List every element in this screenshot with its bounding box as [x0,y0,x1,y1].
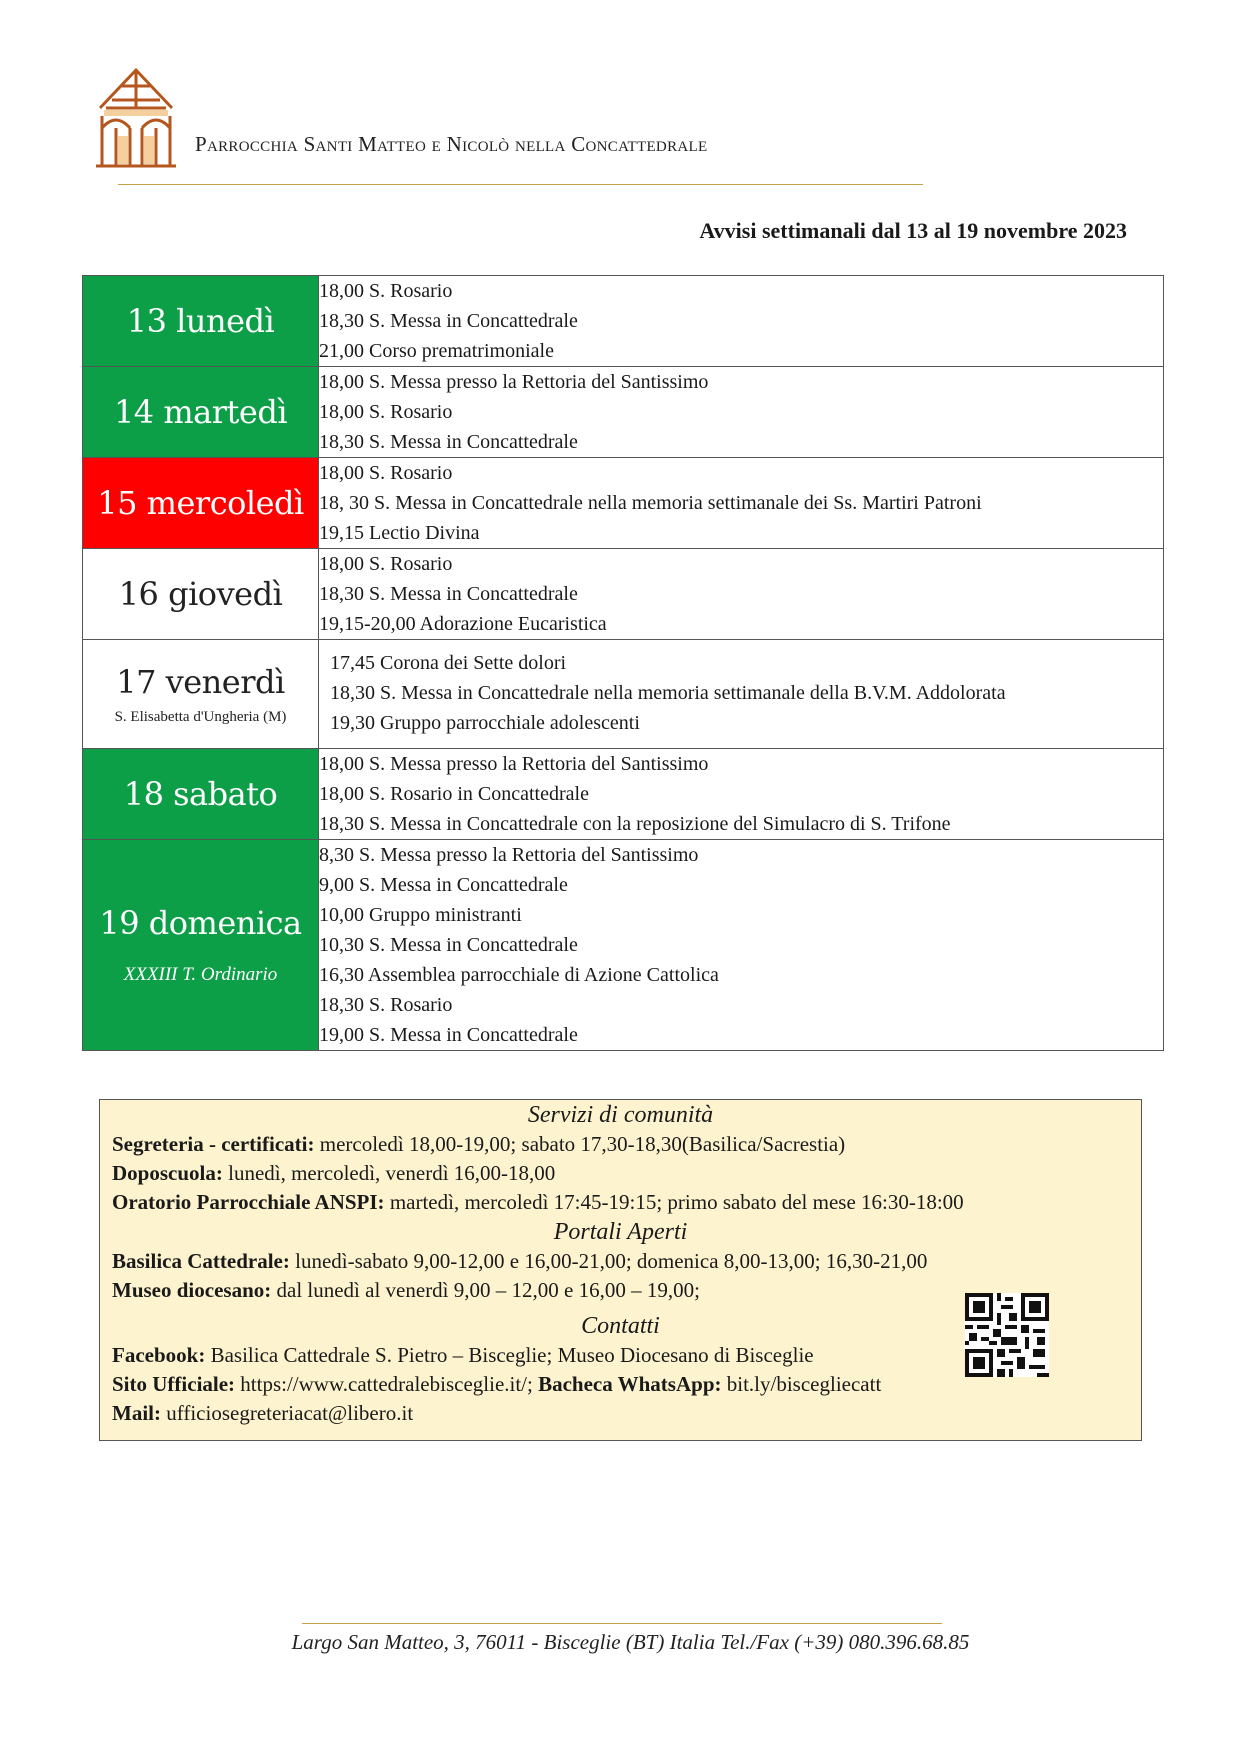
schedule-row [83,840,1164,1051]
schedule-row [83,640,1164,749]
event-item: 18,00 S. Rosario [319,553,453,575]
day-cell [83,749,319,840]
event-item: 19,15 Lectio Divina [319,522,480,544]
event-item: 17,45 Corona dei Sette dolori [330,652,567,674]
schedule-row [83,367,1164,458]
basilica-line: Basilica Cattedrale: lunedì-sabato 9,00-12,00 e 16,00-21,00; domenica 8,00-13,00; 16,30-21,00 [112,1249,928,1273]
event-item: 18,00 S. Rosario in Concattedrale [319,783,589,805]
day-label: 16 giovedì [118,575,283,613]
day-label: 15 mercoledì [97,484,304,522]
segreteria-line: Segreteria - certificati: mercoledì 18,00-19,00; sabato 17,30-18,30(Basilica/Sacrestia) [112,1132,846,1156]
events-cell [319,276,1164,367]
day-label: 17 venerdì [116,662,285,701]
day-label: 19 domenica [99,904,302,942]
header-divider [118,184,923,185]
events-cell [319,458,1164,549]
day-note: S. Elisabetta d'Ungheria (M) [114,708,287,725]
event-item: 18,30 S. Messa in Concattedrale [319,583,578,605]
doposcuola-line: Doposcuola: lunedì, mercoledì, venerdì 16,00-18,00 [112,1161,556,1185]
events-cell [319,749,1164,840]
footer-divider [302,1623,942,1624]
events-cell [319,840,1164,1051]
whatsapp-link[interactable]: bit.ly/biscegliecatt [721,1372,882,1396]
day-cell [83,549,319,640]
museo-line: Museo diocesano: dal lunedì al venerdì 9,00 – 12,00 e 16,00 – 19,00; [112,1278,700,1302]
day-cell [83,276,319,367]
day-cell [83,458,319,549]
event-item: 18,30 S. Messa in Concattedrale [319,431,578,453]
day-cell [83,640,319,749]
qr-code-icon[interactable] [965,1293,1049,1377]
sito-link[interactable]: https://www.cattedralebisceglie.it/; [235,1372,539,1396]
event-item: 19,15-20,00 Adorazione Eucaristica [319,613,607,635]
event-item: 18,00 S. Messa presso la Rettoria del Santissimo [319,753,709,775]
schedule-row [83,276,1164,367]
events-cell [319,549,1164,640]
schedule-row [83,549,1164,640]
schedule-table [82,275,1164,1051]
event-item: 18,00 S. Rosario [319,462,453,484]
event-item: 19,30 Gruppo parrocchiale adolescenti [330,712,640,734]
footer-address: Largo San Matteo, 3, 76011 - Bisceglie (BT) Italia Tel./Fax (+39) 080.396.68.85 [291,1630,970,1654]
sito-line: Sito Ufficiale: https://www.cattedralebisceglie.it/; Bacheca WhatsApp: bit.ly/biscegliecatt [112,1372,882,1396]
contatti-heading: Contatti [581,1313,660,1339]
day-note: XXXIII T. Ordinario [123,964,278,985]
portali-heading: Portali Aperti [553,1219,688,1245]
day-cell [83,367,319,458]
page-title: Avvisi settimanali dal 13 al 19 novembre 2023 [699,218,1127,243]
parish-name: Parrocchia Santi Matteo e Nicolò nella Concattedrale [195,132,708,156]
event-item: 18,30 S. Messa in Concattedrale nella memoria settimanale della B.V.M. Addolorata [330,682,1006,704]
events-cell [319,367,1164,458]
event-item: 19,00 S. Messa in Concattedrale [319,1024,578,1046]
event-item: 10,30 S. Messa in Concattedrale [319,934,578,956]
event-item: 18,30 S. Messa in Concattedrale [319,310,578,332]
event-item: 18,00 S. Rosario [319,401,453,423]
event-item: 18,30 S. Messa in Concattedrale con la reposizione del Simulacro di S. Trifone [319,813,951,835]
day-label: 14 martedì [113,393,288,431]
mail-link[interactable]: ufficiosegreteriacat@libero.it [160,1401,414,1425]
event-item: 8,30 S. Messa presso la Rettoria del Santissimo [319,844,699,866]
schedule-row [83,458,1164,549]
servizi-heading: Servizi di comunità [527,1102,714,1128]
event-item: 10,00 Gruppo ministranti [319,904,522,926]
day-label: 18 sabato [123,775,278,813]
day-label: 13 lunedì [126,302,275,340]
info-box [99,1099,1142,1441]
day-cell [83,840,319,1051]
event-item: 21,00 Corso prematrimoniale [319,340,554,362]
event-item: 18, 30 S. Messa in Concattedrale nella memoria settimanale dei Ss. Martiri Patroni [319,492,982,514]
mail-line: Mail: ufficiosegreteriacat@libero.it [112,1401,414,1425]
event-item: 18,00 S. Rosario [319,280,453,302]
oratorio-line: Oratorio Parrocchiale ANSPI: martedì, mercoledì 17:45-19:15; primo sabato del mese 16:30-18:00 [112,1190,964,1214]
facebook-line: Facebook: Basilica Cattedrale S. Pietro – Bisceglie; Museo Diocesano di Bisceglie [112,1343,814,1367]
schedule-row [83,749,1164,840]
event-item: 18,00 S. Messa presso la Rettoria del Santissimo [319,371,709,393]
event-item: 18,30 S. Rosario [319,994,453,1016]
event-item: 16,30 Assemblea parrocchiale di Azione Cattolica [319,964,719,986]
church-logo-icon [92,66,180,170]
events-cell [319,640,1164,749]
event-item: 9,00 S. Messa in Concattedrale [319,874,568,896]
